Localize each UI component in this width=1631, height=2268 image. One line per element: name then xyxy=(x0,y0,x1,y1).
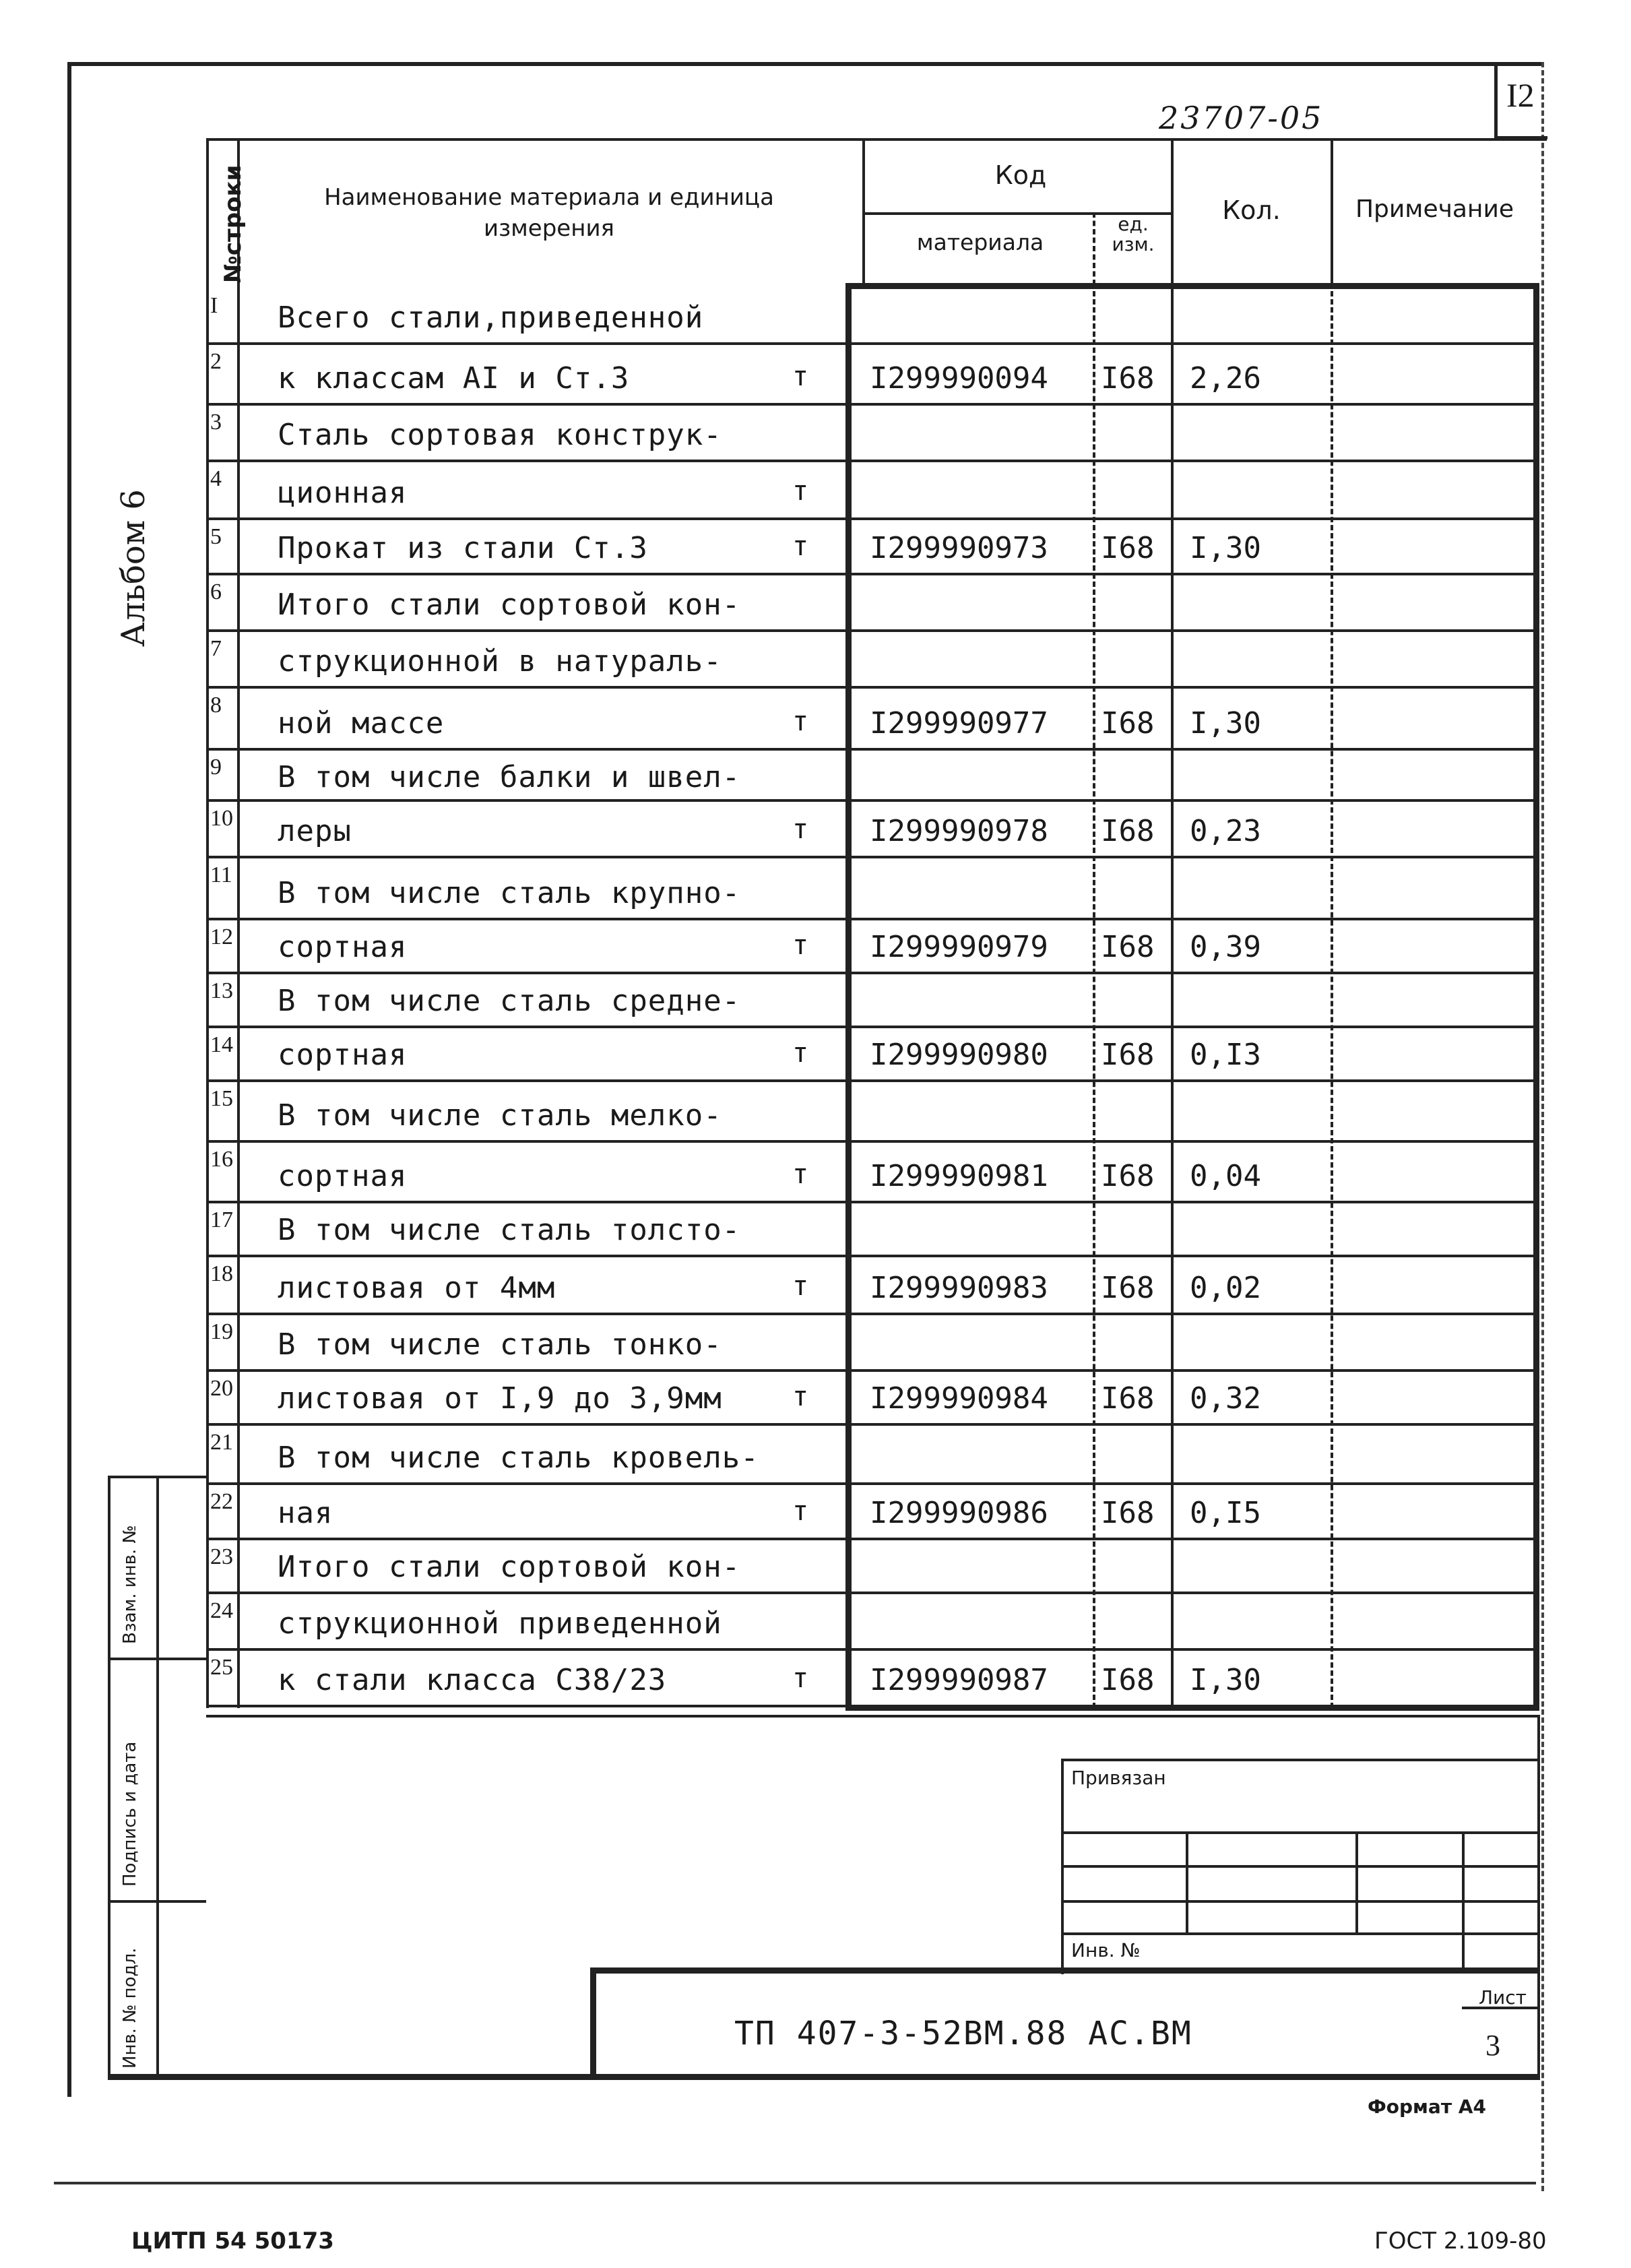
header-code-left-line xyxy=(862,138,865,285)
unit-code-cell: I68 xyxy=(1101,531,1155,565)
row-number-cell: 13 xyxy=(210,978,233,1003)
row-separator xyxy=(206,1705,846,1707)
unit-code-cell: I68 xyxy=(1101,706,1155,741)
material-code-cell: I299990978 xyxy=(870,814,1048,848)
quantity-cell: 0,I5 xyxy=(1190,1496,1261,1530)
header-note: Примечание xyxy=(1355,195,1514,223)
material-name-cell: В том числе сталь крупно- xyxy=(278,876,741,910)
material-name-cell: Прокат из стали Ст.3 xyxy=(278,531,648,565)
unit-code-cell: I68 xyxy=(1101,1271,1155,1305)
header-row-number: №строки xyxy=(220,164,247,283)
header-top-line xyxy=(206,138,1547,141)
album-label: Альбом 6 xyxy=(115,489,152,647)
material-name-cell: В том числе сталь тонко- xyxy=(278,1327,722,1362)
format-label: Формат А4 xyxy=(1368,2096,1486,2118)
quantity-cell: I,30 xyxy=(1190,706,1261,741)
quantity-cell: 0,02 xyxy=(1190,1271,1261,1305)
sheet-number: I2 xyxy=(1506,76,1535,114)
stamp-attached-label: Привязан xyxy=(1071,1767,1166,1789)
body-bottom-thick-line xyxy=(845,1705,1539,1711)
rownum-right-line xyxy=(237,138,240,1708)
stamp-col-3 xyxy=(1462,1831,1465,1973)
row-number-cell: 16 xyxy=(210,1147,233,1172)
material-name-cell: сортная xyxy=(278,930,408,964)
row-separator xyxy=(206,403,1537,406)
row-separator xyxy=(206,1648,1537,1651)
material-name-cell: ной массе xyxy=(278,706,445,741)
stamp-line-3 xyxy=(1061,1900,1539,1903)
quantity-cell: 0,32 xyxy=(1190,1381,1261,1416)
row-number-cell: 20 xyxy=(210,1376,233,1401)
side-label-vzam: Взам. инв. № xyxy=(120,1525,140,1644)
side-stamp-line-3 xyxy=(108,1900,206,1903)
row-number-cell: 7 xyxy=(210,636,222,661)
row-separator xyxy=(206,856,1537,858)
header-unit-code: ед. изм. xyxy=(1112,213,1155,255)
row-separator xyxy=(206,686,1537,689)
quantity-cell: I,30 xyxy=(1190,531,1261,565)
quantity-cell: 0,39 xyxy=(1190,930,1261,964)
row-number-cell: 5 xyxy=(210,524,222,549)
title-block-right xyxy=(1537,1715,1540,2079)
frame-left-border xyxy=(67,62,71,2097)
title-block-main-left xyxy=(590,1967,596,2077)
stamp-line-4 xyxy=(1061,1932,1539,1935)
material-code-cell: I299990977 xyxy=(870,706,1048,741)
material-code-cell: I299990987 xyxy=(870,1663,1048,1697)
unit-code-cell: I68 xyxy=(1101,930,1155,964)
row-number-cell: 24 xyxy=(210,1598,233,1623)
unit-cell: т xyxy=(792,1663,809,1694)
material-name-cell: Сталь сортовая конструк- xyxy=(278,418,722,452)
material-name-cell: к стали класса С38/23 xyxy=(278,1663,667,1697)
row-number-cell: I xyxy=(210,293,218,318)
material-name-cell: В том числе сталь средне- xyxy=(278,984,741,1018)
quantity-cell: 0,I3 xyxy=(1190,1038,1261,1072)
row-number-cell: 3 xyxy=(210,410,222,435)
stamp-col-2 xyxy=(1355,1831,1358,1932)
row-separator xyxy=(206,1140,1537,1143)
material-code-cell: I299990981 xyxy=(870,1159,1048,1193)
title-block-main-top xyxy=(590,1967,1540,1974)
body-note-left-line xyxy=(1331,283,1333,1708)
material-name-cell: листовая от I,9 до 3,9мм xyxy=(278,1381,722,1416)
row-separator xyxy=(206,573,1537,575)
row-number-cell: 18 xyxy=(210,1261,233,1286)
row-separator xyxy=(206,748,1537,751)
unit-cell: т xyxy=(792,706,809,737)
body-left-thick-line xyxy=(845,283,852,1709)
handwritten-doc-number: 23707-05 xyxy=(1159,100,1324,136)
material-code-cell: I299990983 xyxy=(870,1271,1048,1305)
row-separator xyxy=(206,460,1537,462)
stamp-line-1 xyxy=(1061,1831,1539,1834)
row-separator xyxy=(206,1079,1537,1082)
material-name-cell: струкционной приведенной xyxy=(278,1606,722,1641)
material-name-cell: Итого стали сортовой кон- xyxy=(278,1550,741,1584)
sheet-number-bottom: 3 xyxy=(1485,2029,1500,2062)
unit-code-cell: I68 xyxy=(1101,1496,1155,1530)
row-number-cell: 12 xyxy=(210,924,233,949)
title-block-bottom xyxy=(108,2074,1540,2080)
row-separator xyxy=(206,918,1537,920)
row-number-cell: 25 xyxy=(210,1655,233,1680)
unit-code-cell: I68 xyxy=(1101,1159,1155,1193)
material-name-cell: сортная xyxy=(278,1159,408,1193)
frame-right-border xyxy=(1541,62,1544,2191)
row-number-cell: 22 xyxy=(210,1489,233,1514)
material-name-cell: В том числе сталь мелко- xyxy=(278,1098,722,1133)
unit-code-cell: I68 xyxy=(1101,1381,1155,1416)
row-separator xyxy=(206,1313,1537,1315)
stamp-col-1 xyxy=(1186,1831,1188,1932)
row-number-cell: 15 xyxy=(210,1086,233,1111)
row-separator xyxy=(206,1538,1537,1540)
material-code-cell: I299990986 xyxy=(870,1496,1048,1530)
row-separator xyxy=(206,1592,1537,1594)
header-material: материала xyxy=(916,229,1044,255)
material-name-cell: ционная xyxy=(278,476,408,510)
material-name-cell: леры xyxy=(278,814,352,848)
header-code: Код xyxy=(994,160,1047,190)
unit-cell: т xyxy=(792,1496,809,1527)
row-number-cell: 4 xyxy=(210,466,222,491)
quantity-cell: 0,23 xyxy=(1190,814,1261,848)
title-block-top-line xyxy=(206,1715,1537,1718)
side-stamp-top-line xyxy=(108,1476,206,1478)
document-code: ТП 407-3-52ВМ.88 АС.ВМ xyxy=(734,2015,1192,2052)
stamp-inv-label: Инв. № xyxy=(1071,1939,1141,1961)
unit-code-cell: I68 xyxy=(1101,1038,1155,1072)
row-separator xyxy=(206,1369,1537,1372)
material-code-cell: I299990979 xyxy=(870,930,1048,964)
row-number-cell: 17 xyxy=(210,1207,233,1232)
quantity-cell: 2,26 xyxy=(1190,361,1261,396)
material-code-cell: I299990984 xyxy=(870,1381,1048,1416)
rownum-left-line xyxy=(206,138,209,1708)
unit-cell: т xyxy=(792,814,809,845)
stamp-attached-top-line xyxy=(1061,1759,1539,1761)
body-top-thick-line xyxy=(845,283,1539,289)
material-name-cell: В том числе балки и швел- xyxy=(278,760,741,794)
material-code-cell: I299990980 xyxy=(870,1038,1048,1072)
material-code-cell: I299990973 xyxy=(870,531,1048,565)
body-unit-left-line xyxy=(1093,283,1095,1708)
body-qty-left-line xyxy=(1171,283,1174,1708)
body-right-thick-line xyxy=(1533,283,1539,1709)
row-separator xyxy=(206,342,1537,345)
row-separator xyxy=(206,1026,1537,1028)
row-number-cell: 19 xyxy=(210,1319,233,1344)
material-name-cell: Всего стали,приведенной xyxy=(278,301,704,335)
row-separator xyxy=(206,1482,1537,1485)
unit-cell: т xyxy=(792,930,809,961)
quantity-cell: I,30 xyxy=(1190,1663,1261,1697)
side-stamp-left-line xyxy=(108,1476,110,2075)
material-name-cell: сортная xyxy=(278,1038,408,1072)
unit-cell: т xyxy=(792,531,809,562)
quantity-cell: 0,04 xyxy=(1190,1159,1261,1193)
unit-cell: т xyxy=(792,476,809,507)
row-number-cell: 14 xyxy=(210,1032,233,1057)
row-number-cell: 8 xyxy=(210,693,222,718)
frame-top-border xyxy=(67,62,1544,66)
unit-code-cell: I68 xyxy=(1101,361,1155,396)
row-number-cell: 23 xyxy=(210,1544,233,1569)
unit-cell: т xyxy=(792,361,809,392)
row-separator xyxy=(206,1201,1537,1203)
row-separator xyxy=(206,629,1537,632)
material-name-cell: ная xyxy=(278,1496,333,1530)
side-stamp-line-2 xyxy=(108,1658,206,1660)
material-name-cell: струкционной в натураль- xyxy=(278,644,722,679)
side-label-podpis: Подпись и дата xyxy=(120,1741,140,1887)
row-separator xyxy=(206,1423,1537,1426)
header-quantity: Кол. xyxy=(1222,195,1281,225)
stamp-line-2 xyxy=(1061,1865,1539,1868)
row-number-cell: 10 xyxy=(210,806,233,831)
header-name: Наименование материала и единица измерения xyxy=(324,184,774,242)
sheet-label: Лист xyxy=(1479,1986,1527,2009)
material-name-cell: В том числе сталь кровель- xyxy=(278,1441,759,1475)
unit-code-cell: I68 xyxy=(1101,814,1155,848)
unit-cell: т xyxy=(792,1159,809,1190)
unit-code-cell: I68 xyxy=(1101,1663,1155,1697)
row-separator xyxy=(206,799,1537,802)
side-label-inv-podl: Инв. № подл. xyxy=(120,1947,140,2069)
unit-cell: т xyxy=(792,1381,809,1412)
material-name-cell: к классам AI и Ст.3 xyxy=(278,361,630,396)
row-separator xyxy=(206,972,1537,974)
row-number-cell: 21 xyxy=(210,1430,233,1455)
frame-bottom-border xyxy=(54,2182,1536,2184)
row-number-cell: 9 xyxy=(210,755,222,780)
row-number-cell: 2 xyxy=(210,349,222,374)
unit-cell: т xyxy=(792,1271,809,1302)
header-note-left-line xyxy=(1331,138,1333,285)
material-code-cell: I299990094 xyxy=(870,361,1048,396)
unit-cell: т xyxy=(792,1038,809,1069)
row-separator xyxy=(206,517,1537,520)
material-name-cell: В том числе сталь толсто- xyxy=(278,1213,741,1247)
header-unit-left-line xyxy=(1093,212,1095,285)
row-number-cell: 11 xyxy=(210,862,232,887)
footer-right: ГОСТ 2.109-80 xyxy=(1374,2228,1547,2255)
footer-left: ЦИТП 54 50173 xyxy=(131,2228,334,2255)
row-separator xyxy=(206,1255,1537,1257)
side-stamp-mid-line xyxy=(156,1476,159,2075)
material-name-cell: листовая от 4мм xyxy=(278,1271,556,1305)
material-name-cell: Итого стали сортовой кон- xyxy=(278,588,741,622)
row-number-cell: 6 xyxy=(210,579,222,604)
